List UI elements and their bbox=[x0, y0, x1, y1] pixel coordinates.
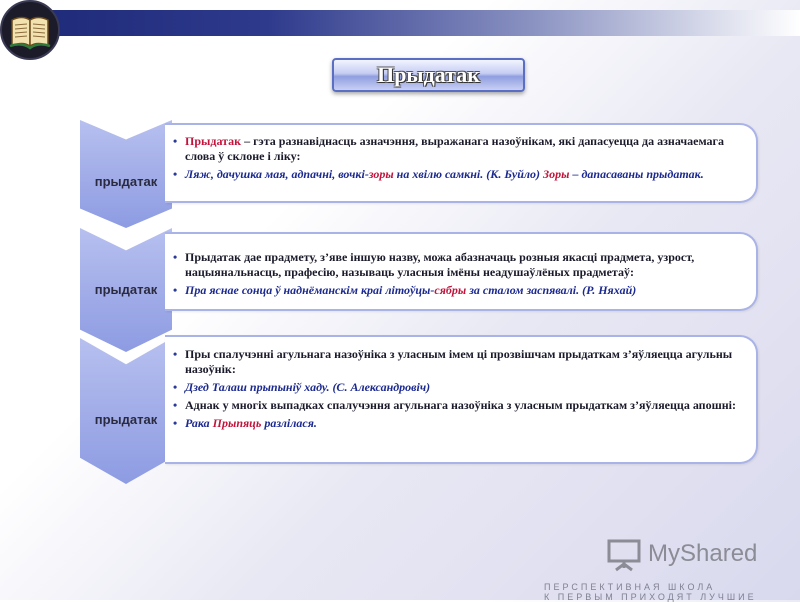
text-segment: Ляж, дачушка мая, адпачні, вочкі- bbox=[185, 167, 369, 181]
row-3-label: прыдатак bbox=[94, 412, 158, 427]
bullet-item bbox=[173, 250, 746, 280]
bullet-item bbox=[173, 134, 746, 164]
row-2-list bbox=[173, 250, 746, 298]
watermark-brand: MyShared bbox=[648, 540, 758, 567]
text-segment: Зоры bbox=[543, 167, 570, 181]
bullet-item bbox=[173, 283, 746, 298]
bullet-item bbox=[173, 347, 746, 377]
text-segment: – гэта разнавіднасць азначэння, выражанага назоўнікам, які дапасуецца да азначаемага слова ў склоне і ліку: bbox=[185, 134, 724, 163]
row-3-list bbox=[173, 347, 746, 431]
page-title: Прыдатак bbox=[332, 58, 525, 92]
text-segment: на хвілю самкні. (К. Буйло) bbox=[393, 167, 544, 181]
book-logo-icon bbox=[0, 0, 60, 60]
text-segment: сябры bbox=[434, 283, 467, 297]
row-3-chevron bbox=[80, 338, 172, 484]
watermark bbox=[544, 530, 794, 602]
bullet-item bbox=[173, 167, 746, 182]
text-segment: Прыпяць bbox=[212, 416, 262, 430]
text-segment: зоры bbox=[368, 167, 394, 181]
header-bar bbox=[40, 10, 800, 36]
text-segment: Аднак у многіх выпадках спалучэння агульнага назоўніка з уласным прыдаткам з’яўляецца апошні: bbox=[185, 398, 736, 412]
text-segment: – дапасаваны прыдатак. bbox=[569, 167, 704, 181]
text-segment: Прыдатак дае прадмету, з’яве іншую назву, можа абазначаць розныя якасці прадмета, узрост, нацыянальнасць, прафесію, называць уласныя імёны неадушаўлёных прадметаў: bbox=[185, 250, 695, 279]
row-2-panel bbox=[165, 232, 758, 311]
text-segment: Пры спалучэнні агульнага назоўніка з уласным імем ці прозвішчам прыдаткам з’яўляецца агульны назоўнік: bbox=[185, 347, 733, 376]
watermark-line-2: К ПЕРВЫМ ПРИХОДЯТ ЛУЧШИЕ bbox=[544, 592, 757, 602]
row-3-panel bbox=[165, 335, 758, 464]
row-1-list bbox=[173, 134, 746, 182]
bullet-item bbox=[173, 380, 746, 395]
text-segment: Дзед Талаш прыпыніў хаду. (С. Александровіч) bbox=[185, 380, 431, 394]
text-segment: Пра яснае сонца ў наднёманскім краі літоўцы- bbox=[185, 283, 435, 297]
row-1-label: прыдатак bbox=[94, 174, 158, 189]
row-1-panel bbox=[165, 123, 758, 203]
text-segment: разлілася. bbox=[261, 416, 317, 430]
presentation-icon bbox=[606, 538, 642, 572]
row-2-label: прыдатак bbox=[94, 282, 158, 297]
watermark-line-1: ПЕРСПЕКТИВНАЯ ШКОЛА bbox=[544, 582, 716, 592]
bullet-item bbox=[173, 398, 746, 413]
text-segment: Прыдатак bbox=[185, 134, 242, 148]
text-segment: за сталом заспявалі. (Р. Няхай) bbox=[466, 283, 637, 297]
text-segment: Рака bbox=[185, 416, 213, 430]
bullet-item bbox=[173, 416, 746, 431]
